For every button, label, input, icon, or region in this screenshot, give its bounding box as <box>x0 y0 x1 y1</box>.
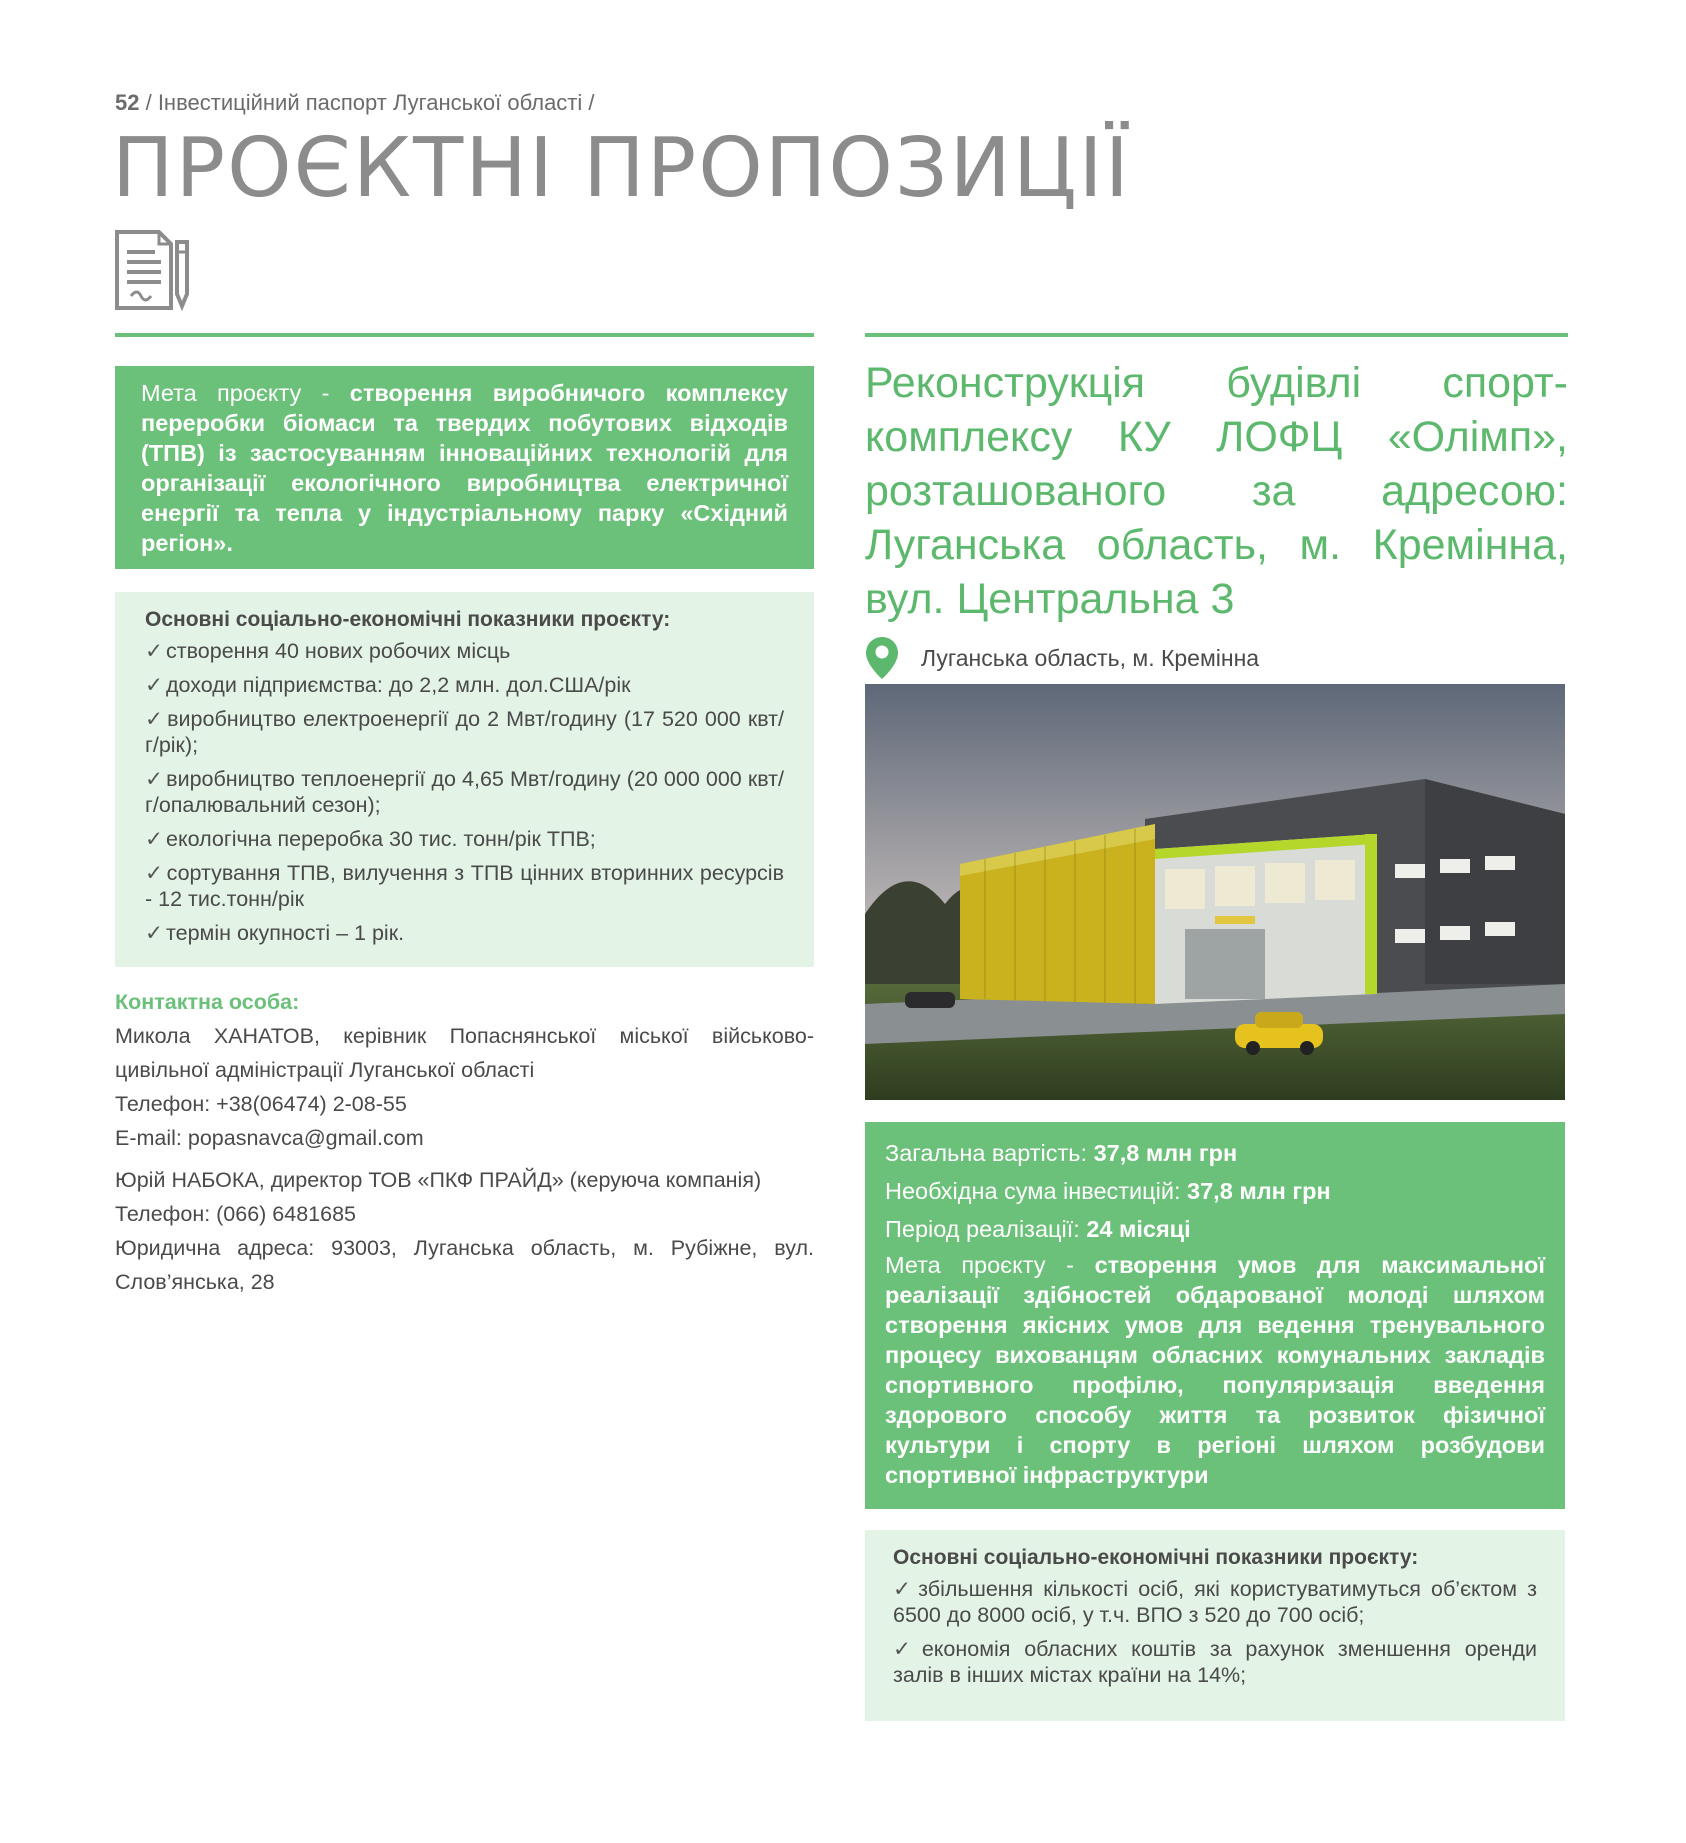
checkmark-icon: ✓ <box>145 861 164 885</box>
contact-phone-1: Телефон: +38(06474) 2-08-55 <box>115 1092 407 1116</box>
list-item: ✓ виробництво теплоенергії до 4,65 Мвт/годину (20 000 000 квт/г/опалювальний сезон); <box>145 767 784 817</box>
total-cost-value: 37,8 млн грн <box>1093 1140 1238 1166</box>
checkmark-icon: ✓ <box>145 921 164 945</box>
divider-left <box>115 333 814 337</box>
contact-address: Юридична адреса: 93003, Луганська область, м. Рубіжне, вул. Слов’янська, 28 <box>115 1236 814 1294</box>
list-item: ✓ екологічна переробка 30 тис. тонн/рік ТПВ; <box>145 827 596 851</box>
period-row: Період реалізації: 24 місяці <box>885 1216 1191 1242</box>
project-summary-box <box>865 1122 1565 1509</box>
contact-person-2: Юрій НАБОКА, директор ТОВ «ПКФ ПРАЙД» (керуюча компанія) <box>115 1168 762 1192</box>
indicators-title: Основні соціально-економічні показники проєкту: <box>145 608 671 631</box>
indicators-list <box>893 1576 1537 1688</box>
contact-section <box>115 985 814 1299</box>
goal-label: Мета проєкту - <box>885 1252 1095 1278</box>
divider-right <box>865 333 1568 337</box>
period-value: 24 місяці <box>1086 1216 1191 1242</box>
checkmark-icon: ✓ <box>145 827 164 851</box>
running-title: / Інвестиційний паспорт Луганської області / <box>139 90 595 115</box>
page-number: 52 <box>115 90 140 115</box>
contact-email-1[interactable]: E-mail: popasnavca@gmail.com <box>115 1126 424 1150</box>
investment-row: Необхідна сума інвестицій: 37,8 млн грн <box>885 1178 1331 1204</box>
checkmark-icon: ✓ <box>145 767 164 791</box>
list-item: ✓ збільшення кількості осіб, які користуватимуться об’єктом з 6500 до 8000 осіб, у т.ч. ВПО з 520 до 700 осіб; <box>893 1577 1537 1627</box>
section-title: ПРОЄКТНІ ПРОПОЗИЦІЇ <box>112 121 1131 216</box>
right-indicators-box <box>865 1530 1565 1721</box>
checkmark-icon: ✓ <box>145 707 165 731</box>
total-cost-row: Загальна вартість: 37,8 млн грн <box>885 1140 1238 1166</box>
investment-value: 37,8 млн грн <box>1187 1178 1331 1204</box>
contact-phone-2: Телефон: (066) 6481685 <box>115 1202 357 1226</box>
building-render-image <box>865 684 1565 1100</box>
list-item: ✓ створення 40 нових робочих місць <box>145 639 511 663</box>
goal-text: створення умов для максимальної реалізації здібностей обдарованої молоді шляхом створення якісних умов для ведення тренувального процесу вихованцям обласних комунальних закладів спортивного профілю, популяризація введення здорового способу життя та розвиток фізичної культури і спорту в регіоні шляхом розбудови спортивної інфраструктури <box>885 1252 1545 1488</box>
checkmark-icon: ✓ <box>145 639 164 663</box>
goal-label: Мета проєкту - <box>141 380 350 406</box>
document-pen-icon <box>113 228 193 312</box>
location-text: Луганська область, м. Кремінна <box>921 644 1260 671</box>
indicators-title: Основні соціально-економічні показники проєкту: <box>893 1546 1419 1569</box>
right-project-goal <box>885 1250 1545 1490</box>
running-header <box>115 90 595 116</box>
checkmark-icon: ✓ <box>145 673 164 697</box>
location-row <box>865 636 1259 680</box>
contact-person-1: Микола ХАНАТОВ, керівник Попаснянської міської військово-цивільної адміністрації Луганської області <box>115 1024 814 1082</box>
list-item: ✓ сортування ТПВ, вилучення з ТПВ цінних вторинних ресурсів - 12 тис.тонн/рік <box>145 861 784 911</box>
left-project-goal <box>115 366 814 569</box>
list-item: ✓ виробництво електроенергії до 2 Мвт/годину (17 520 000 квт/г/рік); <box>145 707 784 757</box>
left-indicators-box <box>115 592 814 967</box>
indicators-list <box>145 638 784 946</box>
map-pin-icon <box>865 636 899 680</box>
goal-text: створення виробничого комплексу переробки біомаси та твердих побутових відходів (ТПВ) із застосуванням інноваційних технологій для організації екологічного виробництва електричної енергії та тепла у індустріальному парку «Східний регіон». <box>141 380 788 556</box>
list-item: ✓ термін окупності – 1 рік. <box>145 921 405 945</box>
list-item: ✓ економія обласних коштів за рахунок зменшення оренди залів в інших містах країни на 14%; <box>893 1637 1538 1687</box>
contact-title: Контактна особа: <box>115 990 300 1014</box>
checkmark-icon: ✓ <box>893 1637 919 1661</box>
project-title: Реконструкція будівлі спорт-комплексу КУ ЛОФЦ «Олімп», розташованого за адресою: Луганська область, м. Кремінна, вул. Центральна 3 <box>865 359 1568 623</box>
list-item: ✓ доходи підприємства: до 2,2 млн. дол.США/рік <box>145 673 631 697</box>
checkmark-icon: ✓ <box>893 1577 916 1601</box>
